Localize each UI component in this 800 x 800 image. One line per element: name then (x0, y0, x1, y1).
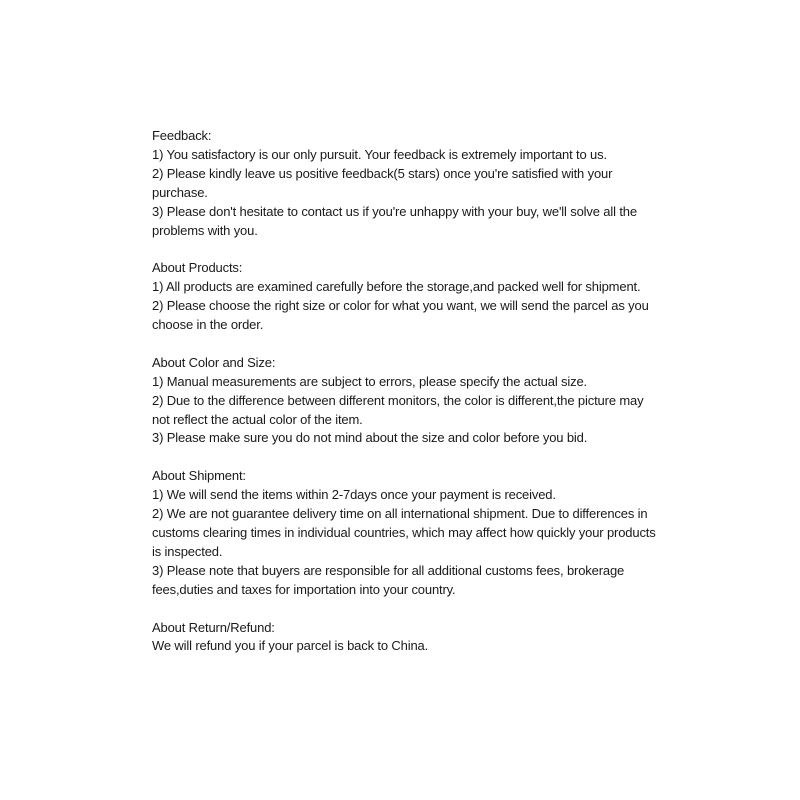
section-heading: Feedback: (152, 128, 212, 143)
section-heading: About Products: (152, 260, 243, 276)
section-heading: About Return/Refund: (152, 619, 275, 635)
list-item: 3) Please note that buyers are responsible for all additional customs fees, brokerage fees,duties and taxes for importation into your country. (152, 562, 625, 597)
list-item: 1) Manual measurements are subject to errors, please specify the actual size. (152, 373, 587, 389)
list-item: 1) You satisfactory is our only pursuit. Your feedback is extremely important to us. (152, 146, 607, 162)
list-item: 1) All products are examined carefully before the storage,and packed well for shipment. (152, 279, 641, 295)
list-item: 3) Please make sure you do not mind about the size and color before you bid. (152, 430, 588, 446)
list-item: 1) We will send the items within 2-7days once your payment is received. (152, 487, 556, 503)
section-feedback (152, 127, 664, 240)
section-about-color-and-size (152, 354, 664, 449)
section-heading: About Color and Size: (152, 354, 276, 370)
list-item: 3) Please don't hesitate to contact us if you're unhappy with your buy, we'll solve all the problems with you. (152, 203, 637, 238)
section-about-return-refund (152, 619, 664, 657)
list-item: 2) We are not guarantee delivery time on all international shipment. Due to differences in customs clearing times in individual countries, which may affect how quickly your products is inspected. (152, 506, 656, 559)
list-item: 2) Due to the difference between different monitors, the color is different,the picture may not reflect the actual color of the item. (152, 392, 644, 427)
section-about-products (152, 259, 664, 335)
list-item: We will refund you if your parcel is back to China. (152, 638, 429, 654)
section-about-shipment (152, 467, 664, 599)
list-item: 2) Please choose the right size or color for what you want, we will send the parcel as you choose in the order. (152, 298, 649, 333)
list-item: 2) Please kindly leave us positive feedback(5 stars) once you're satisfied with your purchase. (152, 165, 613, 200)
policy-document (152, 127, 664, 675)
section-heading: About Shipment: (152, 468, 246, 484)
